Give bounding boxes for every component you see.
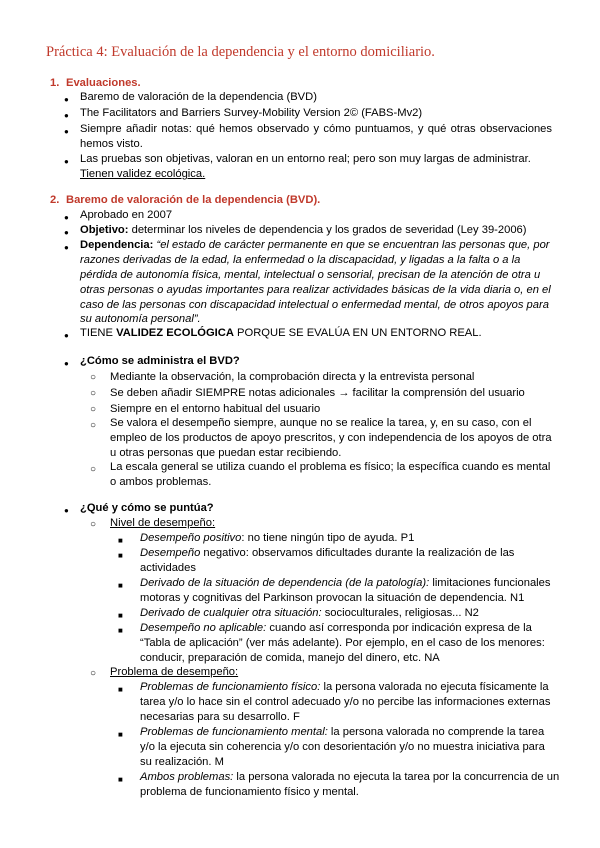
section-1-heading: Evaluaciones.: [66, 77, 141, 89]
bullet-circle-icon: ○: [90, 388, 97, 399]
section-2-number: 2.: [50, 194, 60, 206]
bullet-circle-icon: ○: [90, 420, 97, 431]
s1-item-3: Siempre añadir notas: qué hemos observado y cómo puntuamos, y qué otras observaciones: [80, 123, 552, 135]
bullet-disc-icon: ●: [64, 243, 69, 252]
nivel-desempeno: Nivel de desempeño:: [110, 517, 216, 529]
bullet-square-icon: ■: [118, 685, 123, 694]
bullet-disc-icon: ●: [64, 95, 69, 104]
section-2-heading: Baremo de valoración de la dependencia (BVD).: [66, 194, 321, 206]
derivado-otra: Derivado de cualquier otra situación: socioculturales, religiosas... N2: [140, 607, 479, 619]
s1-item-4: Las pruebas son objetivas, valoran en un entorno real; pero son muy largas de administrar.: [80, 153, 531, 165]
admin-heading: ¿Cómo se administra el BVD?: [80, 355, 240, 367]
bullet-disc-icon: ●: [64, 157, 69, 166]
dependencia-cont: razones derivadas de la edad, la enfermedad o la discapacidad, y ligadas a la falta o a la: [80, 254, 521, 266]
admin-item-4: Se valora el desempeño siempre, aunque no se realice la tarea, y, en su caso, con el: [110, 417, 532, 429]
bullet-circle-icon: ○: [90, 668, 97, 679]
s1-item-2: The Facilitators and Barriers Survey-Mobility Version 2© (FABS-Mv2): [80, 107, 423, 119]
no-aplicable: Desempeño no aplicable: cuando así corresponda por indicación expresa de la: [140, 622, 532, 634]
bullet-circle-icon: ○: [90, 404, 97, 415]
objetivo: Objetivo: determinar los niveles de dependencia y los grados de severidad (Ley 39-2006): [80, 224, 527, 236]
problema-mental: Problemas de funcionamiento mental: la persona valorada no comprende la tarea: [140, 726, 545, 738]
bullet-disc-icon: ●: [64, 111, 69, 120]
bullet-disc-icon: ●: [64, 506, 69, 515]
problema-fisico: Problemas de funcionamiento físico: la persona valorada no ejecuta físicamente la: [140, 681, 549, 693]
desempeno-negativo-cont: actividades: [140, 562, 196, 574]
dependencia-cont: su autonomía personal”.: [80, 313, 201, 325]
derivado-dependencia: Derivado de la situación de dependencia (de la patología): limitaciones funcionales: [140, 577, 551, 589]
desempeno-positivo: Desempeño positivo: no tiene ningún tipo de ayuda. P1: [140, 532, 415, 544]
admin-item-4-cont: u otras personas que puedan estar recibiendo.: [110, 447, 342, 459]
bullet-disc-icon: ●: [64, 228, 69, 237]
validez-ecologica: TIENE VALIDEZ ECOLÓGICA PORQUE SE EVALÚA EN UN ENTORNO REAL.: [80, 327, 482, 339]
admin-item-3: Siempre en el entorno habitual del usuario: [110, 403, 321, 415]
ambos-problemas-cont: problema de funcionamiento físico y mental.: [140, 786, 359, 798]
bullet-square-icon: ■: [118, 536, 123, 545]
admin-item-1: Mediante la observación, la comprobación directa y la entrevista personal: [110, 371, 475, 383]
admin-item-5-cont: o ambos problemas.: [110, 476, 212, 488]
s1-item-3-cont: hemos visto.: [80, 138, 143, 150]
desempeno-negativo: Desempeño negativo: observamos dificultades durante la realización de las: [140, 547, 515, 559]
no-aplicable-cont: conducir, preparación de comida, manejo del dinero, etc. NA: [140, 652, 440, 664]
bullet-circle-icon: ○: [90, 464, 97, 475]
bullet-disc-icon: ●: [64, 213, 69, 222]
derivado-dependencia-cont: motoras y cognitivas del Parkinson provocan la situación de dependencia. N1: [140, 592, 525, 604]
s1-item-1: Baremo de valoración de la dependencia (BVD): [80, 91, 317, 103]
problema-fisico-cont: necesarias para su desarrollo. F: [140, 711, 300, 723]
problema-mental-cont: y/o la ejecuta sin coherencia y/o con desorientación y/o no muestra iniciativa para: [140, 741, 545, 753]
bullet-disc-icon: ●: [64, 127, 69, 136]
dependencia-cont: pérdida de autonomía física, mental, intelectual o sensorial, precisan de la atención de otra u: [80, 269, 541, 281]
bullet-square-icon: ■: [118, 626, 123, 635]
no-aplicable-cont: “Tabla de aplicación” (ver más adelante). Por ejemplo, en el caso de los menores:: [140, 637, 545, 649]
punt-heading: ¿Qué y cómo se puntúa?: [80, 502, 214, 514]
bullet-circle-icon: ○: [90, 519, 97, 530]
admin-item-5: La escala general se utiliza cuando el problema es físico; la específica cuando es mental: [110, 461, 551, 473]
admin-item-2: Se deben añadir SIEMPRE notas adicionales → facilitar la comprensión del usuario: [110, 387, 525, 399]
problema-fisico-cont: tarea y/o lo hace sin el control adecuado y/o no percibe las informaciones externas: [140, 696, 551, 708]
bullet-square-icon: ■: [118, 551, 123, 560]
problema-mental-cont: su realización. M: [140, 756, 224, 768]
bullet-square-icon: ■: [118, 611, 123, 620]
section-1-number: 1.: [50, 77, 60, 89]
admin-item-4-cont: empleo de los productos de apoyo prescritos, y con independencia de los apoyos de otra: [110, 432, 552, 444]
bullet-disc-icon: ●: [64, 359, 69, 368]
page-title: Práctica 4: Evaluación de la dependencia y el entorno domiciliario.: [46, 44, 435, 60]
bullet-square-icon: ■: [118, 581, 123, 590]
ambos-problemas: Ambos problemas: la persona valorada no ejecuta la tarea por la concurrencia de un: [140, 771, 560, 783]
bullet-square-icon: ■: [118, 730, 123, 739]
dependencia-cont: otras personas o ayudas importantes para realizar actividades básicas de la vida diaria o, en el: [80, 284, 551, 296]
problema-desempeno: Problema de desempeño:: [110, 666, 239, 678]
s1-item-4-cont: Tienen validez ecológica.: [80, 168, 206, 180]
aprobado: Aprobado en 2007: [80, 209, 173, 221]
bullet-square-icon: ■: [118, 775, 123, 784]
bullet-circle-icon: ○: [90, 372, 97, 383]
bullet-disc-icon: ●: [64, 331, 69, 340]
dependencia: Dependencia: “el estado de carácter permanente en que se encuentran las personas que, por: [80, 239, 550, 251]
dependencia-cont: caso de las personas con discapacidad intelectual o enfermedad mental, de otros apoyos para: [80, 299, 549, 311]
